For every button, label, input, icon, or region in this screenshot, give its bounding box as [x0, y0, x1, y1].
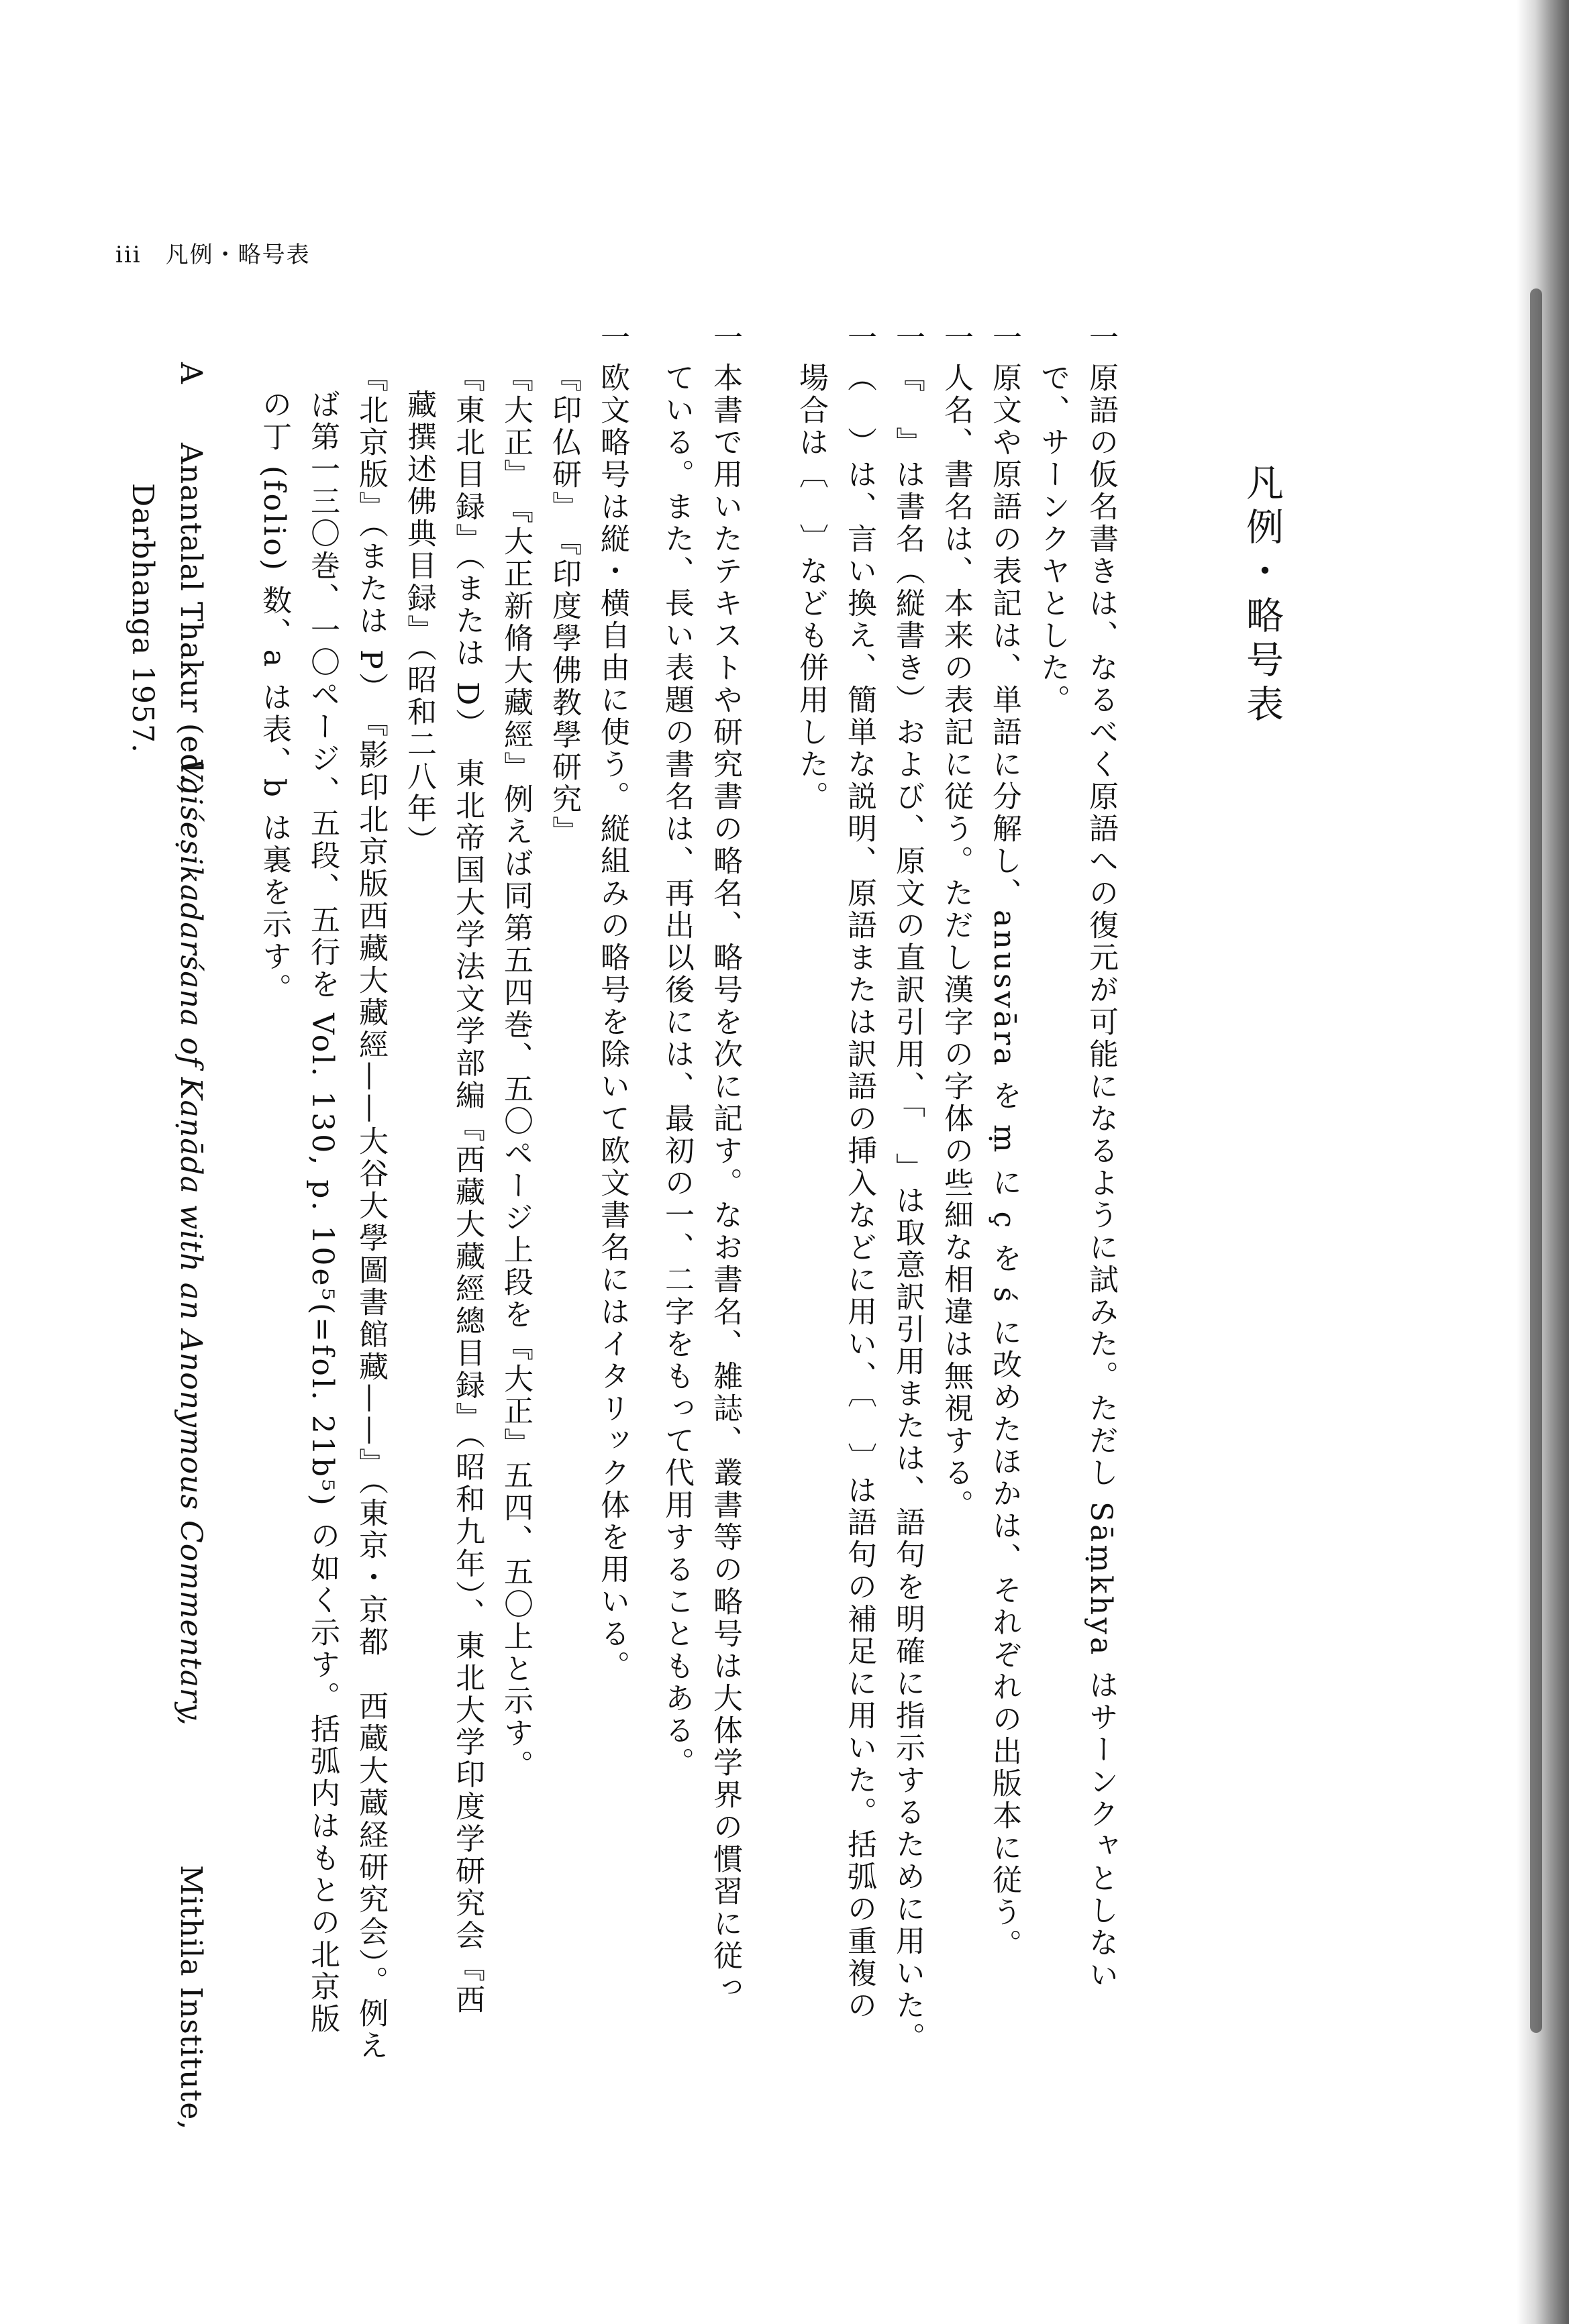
bullet-marker: 一 [842, 322, 876, 352]
abbr-tohoku-line-1: 『東北目録』（または D） 東北帝国大学法文学部編『西藏大藏經總目録』（昭和九年）、東北大学印度学研究会『西 [450, 362, 485, 2017]
bullet-marker: 一 [595, 322, 629, 352]
convention-1-line-2: で、サーンクヤとした。 [1035, 362, 1070, 717]
roman-entry-place-year: Darbhanga 1957. [125, 483, 160, 753]
bullet-marker: 一 [987, 322, 1021, 352]
page-binding-shadow [1517, 0, 1569, 2324]
convention-7-line-1: 欧文略号は縦・横自由に使う。縦組みの略号を除いて欧文書名にはイタリック体を用いる。 [595, 362, 629, 1683]
roman-entry-author: Anantalal Thakur (ed.) [174, 443, 208, 796]
convention-3-line-1: 人名、書名は、本来の表記に従う。ただし漢字の字体の些細な相違は無視する。 [939, 362, 973, 1522]
abbr-peking-line-1: 『北京版』（または P） 『影印北京版西藏大藏經——大谷大學圖書館藏——』（東京・京都 西蔵大蔵経研究会）。例え [354, 362, 388, 2062]
roman-entry-publisher: Mithila Institute, [174, 1865, 208, 2131]
convention-6-line-1: 本書で用いたテキストや研究書の略名、略号を次に記す。なお書名、雑誌、叢書等の略号は大体学界の慣習に従っ [708, 362, 742, 2005]
abbr-tohoku-line-2: 藏撰述佛典目録』（昭和二八年） [402, 389, 436, 857]
abbr-peking-line-2: ば第一三〇巻、一〇ページ、五段、五行を Vol. 130, p. 10e⁵(=fol. 21b⁵) の如く示す。括弧内はもとの北京版 [305, 389, 340, 2036]
abbr-taisho: 『大正』 『大正新脩大藏經』例えば同第五四巻、五〇ページ上段を『大正』五四、五〇上と示す。 [499, 362, 533, 1782]
convention-4-line-1: 『 』は書名（縦書き）および、原文の直訳引用、「 」は取意訳引用または、語句を明確に指示するために用いた。 [891, 362, 925, 2054]
roman-entry-title: Vaiśeṣikadarśana of Kaṇāda with an Anonymous Commentary, [174, 758, 208, 1726]
bullet-marker: 一 [939, 322, 973, 352]
abbr-inbutsuken: 『印仏研』 『印度學佛教學研究』 [547, 362, 581, 848]
roman-entry-key: A [174, 362, 208, 384]
page-gutter-shade [1530, 288, 1542, 2033]
convention-5-line-1: （ ）は、言い換え、簡単な説明、原語または訳語の挿入などに用い、〔 〕は語句の補足に用いた。括弧の重複の [842, 362, 876, 2022]
convention-6-line-2: ている。また、長い表題の書名は、再出以後には、最初の一、二字をもって代用することもある。 [660, 362, 694, 1779]
bullet-marker: 一 [891, 322, 925, 352]
bullet-marker: 一 [708, 322, 742, 352]
running-head: iii 凡例・略号表 [115, 242, 311, 268]
page-title: 凡例・略号表 [1240, 463, 1284, 729]
convention-5-line-2: 場合は〔 〕なども併用した。 [794, 362, 828, 813]
abbr-peking-line-3: の丁 (folio) 数、a は表、b は裏を示す。 [257, 389, 291, 1006]
bullet-marker: 一 [1084, 322, 1118, 352]
convention-2-line-1: 原文や原語の表記は、単語に分解し、anusvāra を ṃ に ç を ś に改めたほかは、それぞれの出版本に従う。 [987, 362, 1021, 1961]
convention-1-line-1: 原語の仮名書きは、なるべく原語への復元が可能になるように試みた。ただし Sāṃkhya はサーンクャとしない [1084, 362, 1118, 1992]
